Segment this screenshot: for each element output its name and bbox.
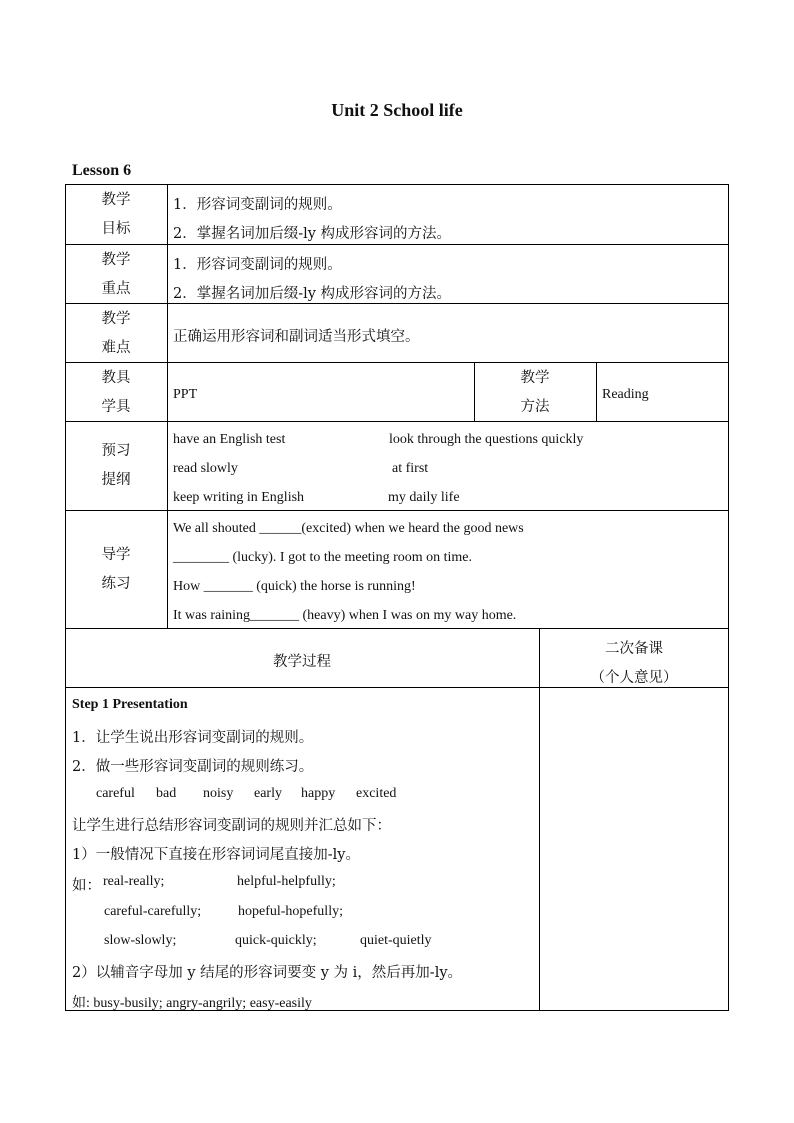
difficulties-label — [65, 305, 167, 363]
example-3-1: slow-slowly; — [104, 933, 177, 948]
example-3-2: quick-quickly; — [235, 933, 317, 948]
key-points-label — [65, 246, 167, 304]
practice-label — [65, 541, 167, 599]
word-6: excited — [356, 786, 397, 801]
difficulties-label-line-2: 难点 — [101, 340, 131, 356]
objectives-label-line-1: 教学 — [101, 192, 131, 208]
key-points-label-line-1: 教学 — [101, 252, 131, 268]
example-1-2: helpful-helpfully; — [237, 874, 336, 889]
process-header: 教学过程 — [273, 654, 331, 670]
objectives-label — [65, 186, 167, 244]
page-title: Unit 2 School life — [331, 100, 463, 120]
step-title: Step 1 Presentation — [72, 697, 188, 712]
objectives-item-1: 1．形容词变副词的规则。 — [173, 197, 342, 213]
difficulties-label-line-1: 教学 — [101, 311, 131, 327]
method-label — [484, 364, 586, 422]
method-label-line-2: 方法 — [520, 399, 550, 415]
tools-label-line-1: 教具 — [101, 370, 131, 386]
example-3-3: quiet-quietly — [360, 933, 432, 948]
example-2-2: hopeful-hopefully; — [238, 904, 343, 919]
practice-line-2: ________ (lucky). I got to the meeting room on time. — [173, 550, 473, 565]
word-3: noisy — [203, 786, 234, 801]
preview-label-line-2: 提纲 — [101, 472, 131, 488]
preview-left-3: keep writing in English — [173, 490, 305, 505]
practice-line-4: It was raining_______ (heavy) when I was on my way home. — [173, 608, 517, 623]
process-line-1: 1．让学生说出形容词变副词的规则。 — [72, 730, 314, 746]
objectives-label-line-2: 目标 — [101, 221, 131, 237]
word-5: happy — [301, 786, 336, 801]
process-line-2: 2．做一些形容词变副词的规则练习。 — [72, 759, 314, 775]
method-label-line-1: 教学 — [520, 370, 550, 386]
preview-left-2: read slowly — [173, 461, 238, 476]
key-points-label-line-2: 重点 — [101, 281, 131, 297]
side-notes-header-line-1: 二次备课 — [605, 641, 663, 657]
lesson-heading: Lesson 6 — [72, 162, 132, 179]
side-notes-header-line-2: （个人意见） — [590, 670, 678, 686]
process-line-5: 2）以辅音字母加 y 结尾的形容词要变 y 为 i，然后再加-ly。 — [72, 965, 463, 981]
practice-line-1: We all shouted ______(excited) when we heard the good news — [173, 521, 524, 536]
lesson-plan-table — [65, 184, 729, 1011]
side-notes-header — [540, 635, 728, 693]
key-points-item-1: 1．形容词变副词的规则。 — [173, 257, 342, 273]
example-prefix: 如： — [72, 878, 101, 894]
example-1-1: real-really; — [103, 874, 165, 889]
process-line-4: 1）一般情况下直接在形容词词尾直接加-ly。 — [72, 847, 360, 863]
example-2-1: careful-carefully; — [104, 904, 202, 919]
word-1: careful — [96, 786, 135, 801]
preview-right-3: my daily life — [388, 490, 460, 505]
method-value: Reading — [602, 387, 649, 402]
preview-left-1: have an English test — [173, 432, 286, 447]
tools-label-line-2: 学具 — [101, 399, 131, 415]
preview-right-2: at first — [392, 461, 429, 476]
preview-label-line-1: 预习 — [101, 443, 131, 459]
tools-value: PPT — [173, 387, 198, 402]
objectives-item-2: 2．掌握名词加后缀-ly 构成形容词的方法。 — [173, 226, 452, 242]
preview-right-1: look through the questions quickly — [389, 432, 584, 447]
process-line-3: 让学生进行总结形容词变副词的规则并汇总如下： — [72, 818, 391, 834]
practice-label-line-1: 导学 — [101, 547, 131, 563]
word-4: early — [254, 786, 282, 801]
preview-label — [65, 437, 167, 495]
example-last: 如: busy-busily; angry-angrily; easy-easily — [72, 996, 312, 1011]
tools-label — [65, 364, 167, 422]
difficulties-item-1: 正确运用形容词和副词适当形式填空。 — [173, 329, 420, 345]
key-points-item-2: 2．掌握名词加后缀-ly 构成形容词的方法。 — [173, 286, 452, 302]
practice-line-3: How _______ (quick) the horse is running! — [173, 579, 416, 594]
practice-label-line-2: 练习 — [101, 576, 131, 592]
word-2: bad — [156, 786, 177, 801]
